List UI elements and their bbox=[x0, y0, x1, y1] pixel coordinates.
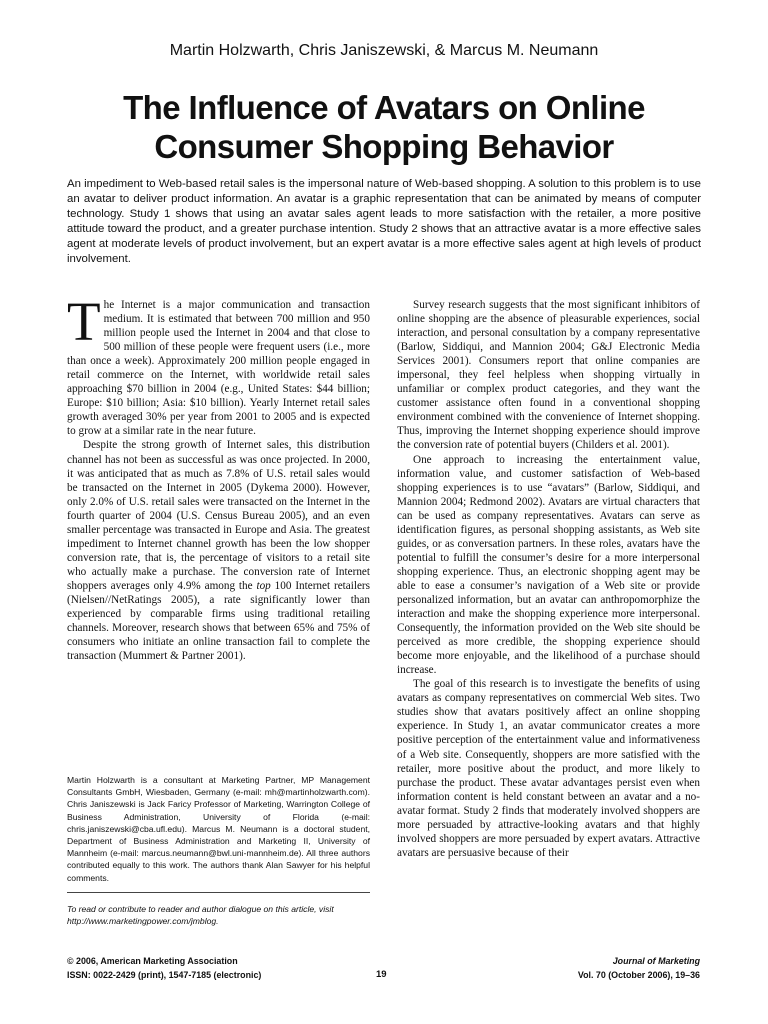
page-number: 19 bbox=[376, 969, 387, 980]
dialogue-note: To read or contribute to reader and author dialogue on this article, visit http://www.marketingpower.com/jmblog. bbox=[67, 904, 334, 927]
right-column bbox=[397, 298, 700, 860]
emphasis-top: top bbox=[256, 579, 271, 592]
body-paragraph: One approach to increasing the entertainment value, information value, and customer satisfaction of Web-based shopping experiences is to use “avatars” (Barlow, Siddiqui, and Mannion 2004; Redmond 2002). Avatars are virtual characters that can be used as company representatives. Avatars can serve as identification figures, as personal shopping assistants, as Web site guides, or as conversation partners. In these roles, avatars have the potential to fulfill the consumer’s desire for a more interpersonal shopping experience. Thus, an electronic shopping agent may be able to ease a consumer’s navigation of a Web site or provide personalized information, but an avatar can anthropomorphize the interaction and make the shopping experience more interpersonal. Consequently, the information provided on the Web site should be perceived as more credible, the shopping experience should become more enjoyable, and the likelihood of a purchase should increase. bbox=[397, 453, 700, 677]
author-line: Martin Holzwarth, Chris Janiszewski, & Marcus M. Neumann bbox=[169, 42, 599, 59]
volume-info: Vol. 70 (October 2006), 19–36 bbox=[577, 970, 700, 980]
intro-paragraph bbox=[67, 291, 370, 438]
intro-paragraph-text: he Internet is a major communication and transaction medium. It is estimated that between 700 million and 950 million people used the Internet in 2004 and that close to 500 million of these people were frequent users (i.e., more than once a week). Approximately 200 million people engaged in retail commerce on the Internet, with worldwide retail sales approaching $70 billion in 2004 (e.g., United States: $44 billion; Europe: $10 billion; Asia: $10 billion). Yearly Internet retail sales growth averaged 30% per year from 2001 to 2005 and is expected to grow at a similar rate in the near future. bbox=[67, 299, 370, 438]
abstract: An impediment to Web-based retail sales is the impersonal nature of Web-based shopping. A solution to this problem is to use an avatar to deliver product information. An avatar is a graphic representation that can be animated by means of computer technology. Study 1 shows that using an avatar sales agent leads to more satisfaction with the retailer, a more positive attitude toward the product, and a greater purchase intention. Study 2 shows that an attractive avatar is a more effective sales agent at moderate levels of product involvement, but an expert avatar is a more effective sales agent at high levels of product involvement. bbox=[67, 178, 702, 266]
footer-left bbox=[67, 954, 261, 982]
body-paragraph: Survey research suggests that the most significant inhibitors of online shopping are the absence of pleasurable experiences, social interaction, and personal consultation by a company representative (Barlow, Siddiqui, and Mannion 2004; G&J Electronic Media Services 2001). Consumers report that online companies are impersonal, they feel helpless when shopping virtually in unfamiliar or complex product categories, and they want the customer assistance often found in a conventional shopping environment combined with the convenience of Internet shopping. Thus, improving the Internet shopping experience should improve the conversion rate of potential buyers (Childers et al. 2001). bbox=[397, 299, 700, 452]
article-title-line-2: Consumer Shopping Behavior bbox=[154, 128, 614, 165]
journal-name: Journal of Marketing bbox=[612, 956, 700, 966]
footer-right bbox=[578, 954, 700, 982]
drop-cap: T bbox=[67, 291, 101, 352]
author-footnote: Martin Holzwarth is a consultant at Marketing Partner, MP Management Consultants GmbH, Wiesbaden, Germany (e-mail: mh@martinholzwarth.com). Chris Janiszewski is Jack Faricy Professor of Marketing, Warrington College of Business Administration, University of Florida (e-mail: chris.janiszewski@cba.ufl.edu). Marcus M. Neumann is a doctoral student, Department of Business Administration and Marketing II, University of Mannheim (e-mail: marcus.neumann@bwl.uni-mannheim.de). All three authors contributed equally to this work. The authors thank Alan Sawyer for his helpful comments. bbox=[67, 775, 370, 883]
body-paragraph: The goal of this research is to investigate the benefits of using avatars as company representatives on commercial Web sites. Two studies show that avatars positively affect an online shopping experience. In Study 1, an avatar communicator creates a more positive perception of the entertainment value and informativeness of a Web site. Consequently, shoppers are more satisfied with the retailer, more positive about the product, and more likely to purchase the product. These avatar advantages persist even when information content is held constant between an avatar and a no-avatar format. Study 2 finds that moderately involved shoppers are more persuaded by attractive-looking avatars and that highly involved shoppers are more persuaded by expert avatars. Attractive avatars are persuasive because of their bbox=[397, 678, 700, 859]
issn-text: ISSN: 0022-2429 (print), 1547-7185 (electronic) bbox=[67, 970, 262, 980]
footnote-divider bbox=[67, 892, 370, 893]
article-title bbox=[40, 88, 728, 166]
copyright-text: © 2006, American Marketing Association bbox=[67, 956, 238, 966]
article-title-line-1: The Influence of Avatars on Online bbox=[123, 89, 645, 126]
left-column bbox=[67, 291, 371, 663]
body-paragraph: Despite the strong growth of Internet sales, this distribution channel has not been as successful as was once projected. In 2000, it was anticipated that as much as 7.8% of U.S. retail sales would be transacted on the Internet in 2005 (Dykema 2000). However, only 2.0% of U.S. retail sales were transacted on the Internet in the fourth quarter of 2004 (U.S. Census Bureau 2005), and an even smaller percentage was transacted in Europe and Asia. The greatest impediment to Internet channel growth has been the low shopper conversion rate, that is, the percentage of visitors to a retail site who actually make a purchase. The conversion rate of Internet shoppers averages only 4.9% among the top 100 Internet retailers (Nielsen//NetRatings 2005), a rate significantly lower than experienced by comparable firms using traditional retailing channels. Moreover, research shows that between 65% and 75% of consumers who initiate an online transaction fail to complete the transaction (Mummert & Partner 2001). bbox=[67, 439, 371, 663]
